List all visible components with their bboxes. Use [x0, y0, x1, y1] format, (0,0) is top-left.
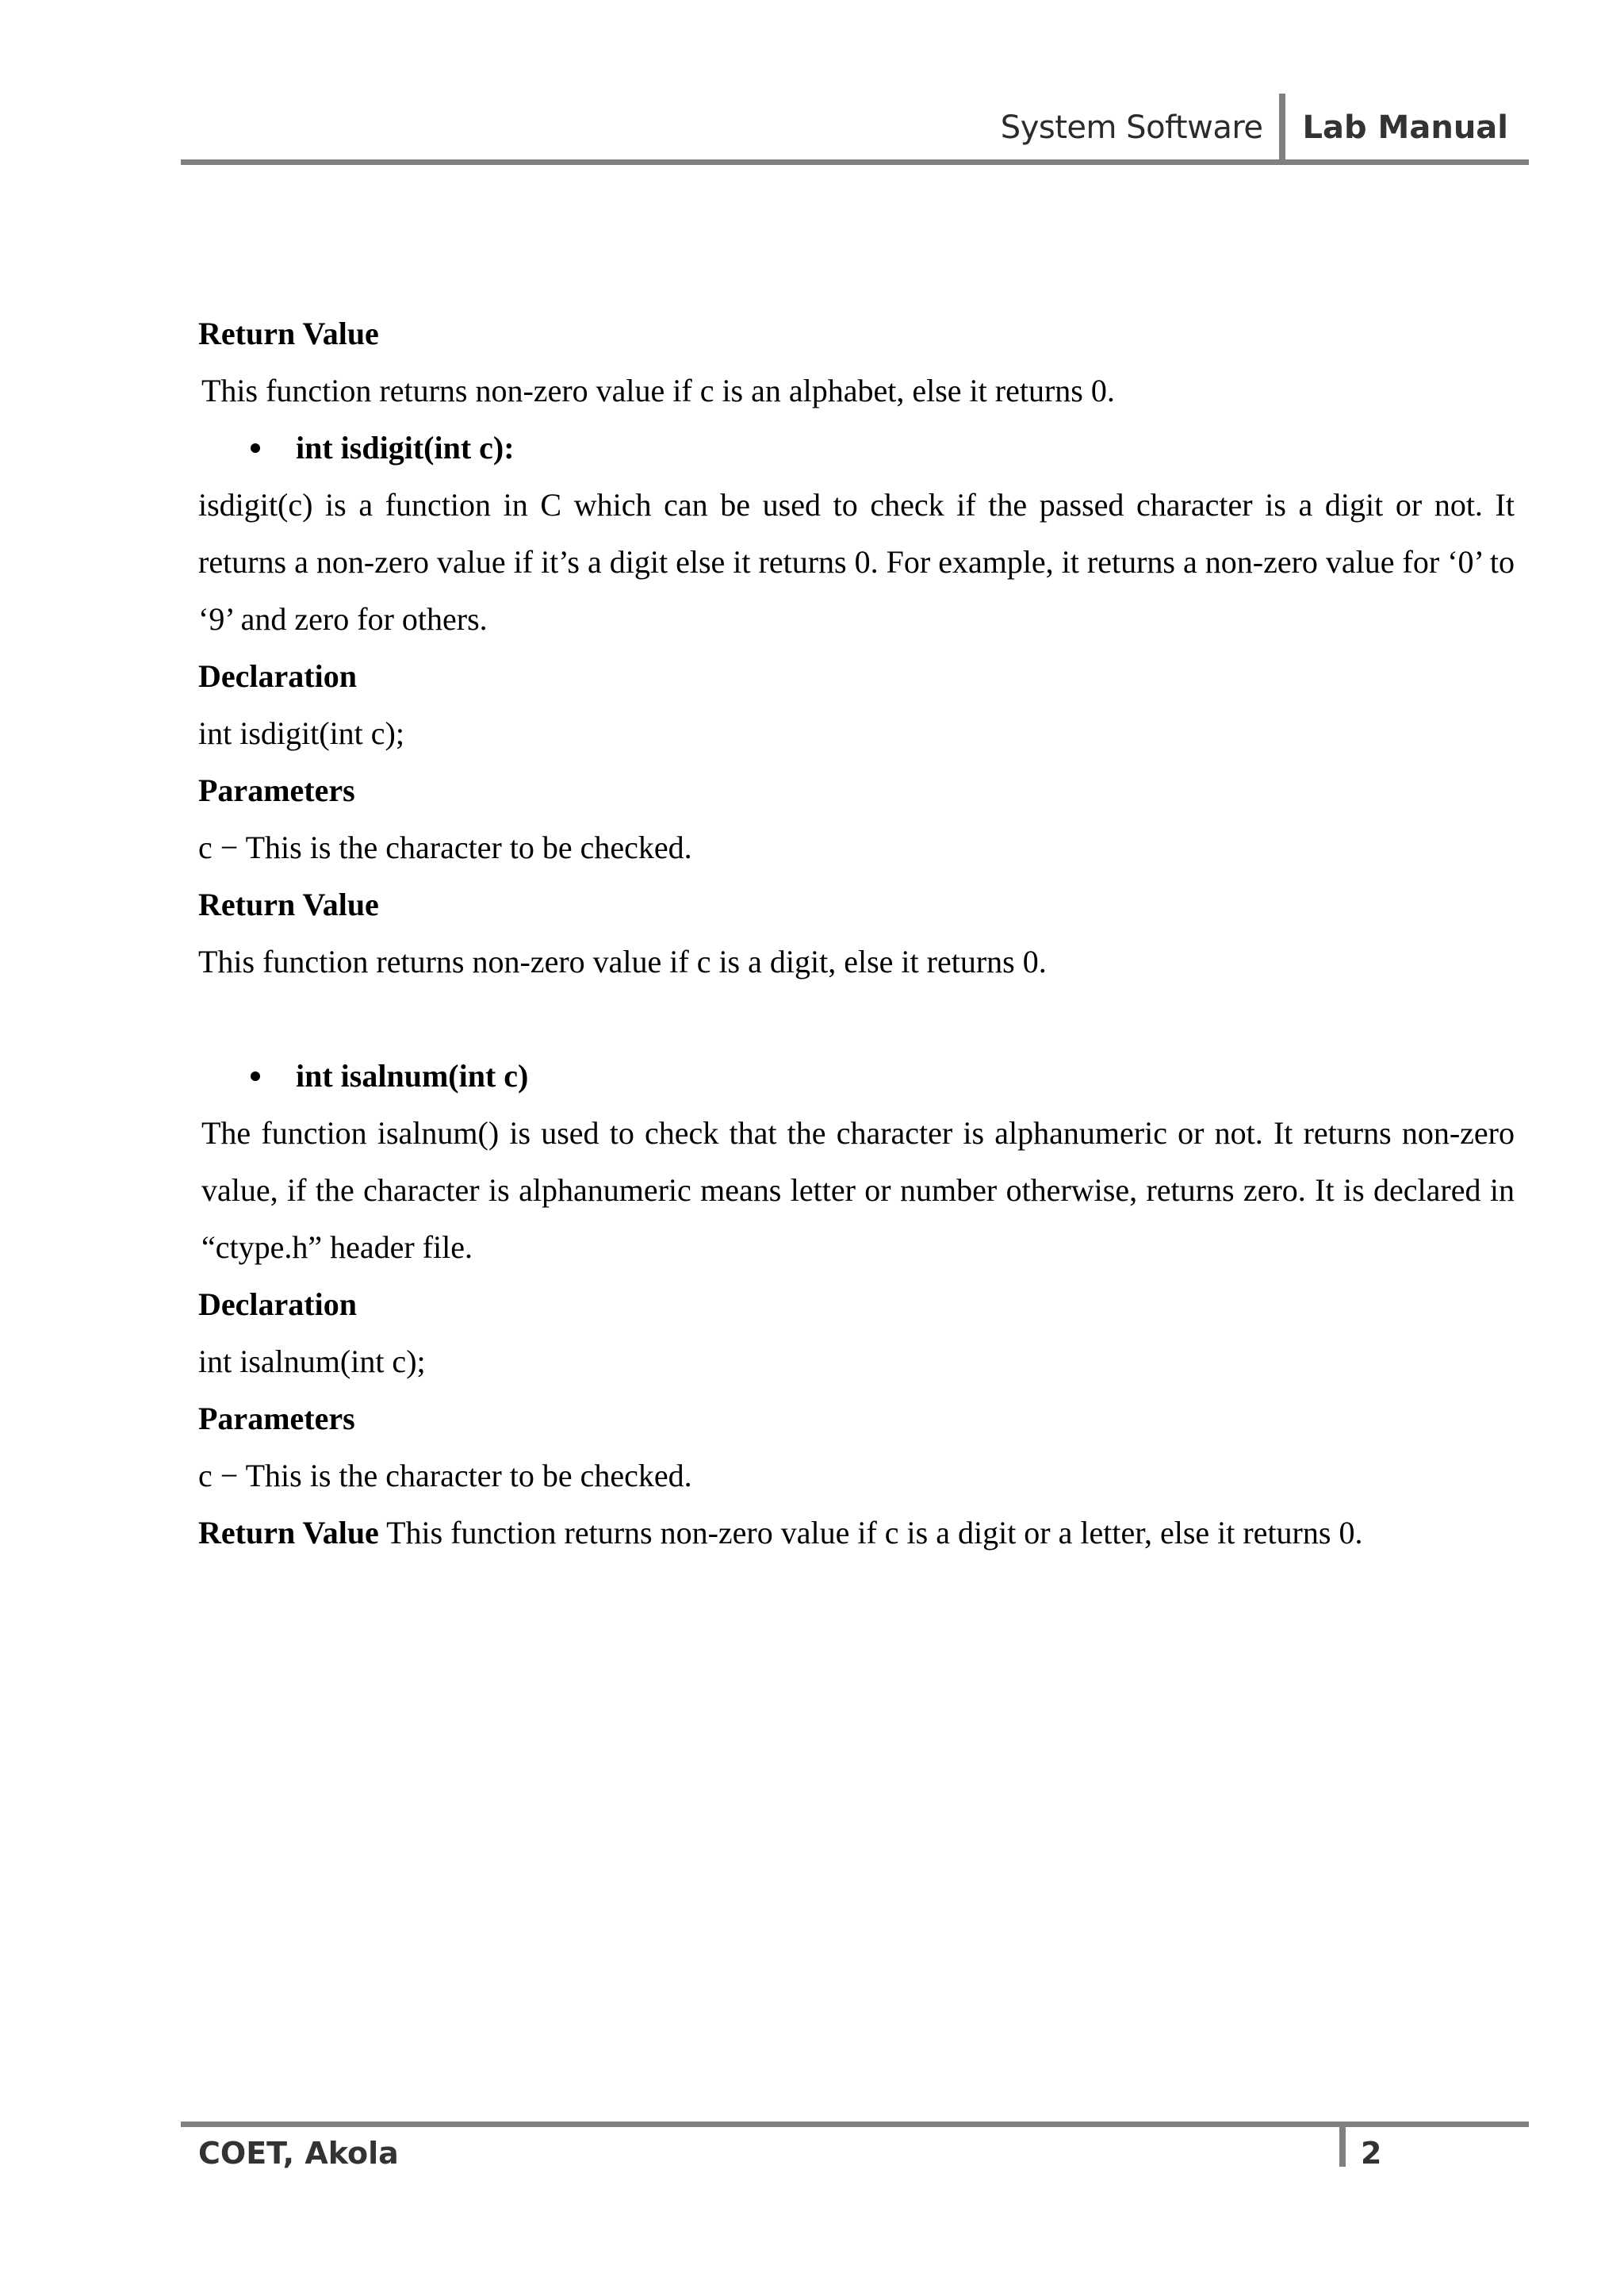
- isalnum-return-heading: Return Value: [198, 1515, 379, 1550]
- header-rule: [181, 159, 1529, 165]
- isalnum-description: The function isalnum() is used to check that the character is alphanumeric or not. It returns non-zero value, if the character is alphanumeric means letter or number otherwise, returns zero. It is declared in “ctype.h” header file.: [201, 1115, 1515, 1265]
- isalnum-declaration-code: int isalnum(int c);: [198, 1343, 426, 1379]
- bullet-dot-icon: [251, 1071, 260, 1081]
- page-content: [198, 305, 1515, 1562]
- header-subject: System Software: [1000, 109, 1263, 146]
- return-value-heading: Return Value: [198, 316, 379, 351]
- isdigit-bullet: [198, 420, 1515, 477]
- isdigit-return-text: This function returns non-zero value if c is a digit, else it returns 0.: [198, 944, 1047, 979]
- section-gap: [198, 991, 1515, 1048]
- footer-institution: COET, Akola: [198, 2136, 399, 2171]
- isdigit-description: isdigit(c) is a function in C which can be used to check if the passed character is a digit or not. It returns a non-zero value if it’s a digit else it returns 0. For example, it returns a non-zero value for ‘0’ to ‘9’ and zero for others.: [198, 487, 1515, 637]
- isdigit-parameters-heading: Parameters: [198, 772, 355, 808]
- isalnum-return-text: This function returns non-zero value if c is a digit or a letter, else it returns 0.: [378, 1515, 1363, 1550]
- isdigit-return-heading: Return Value: [198, 887, 379, 922]
- header-label: Lab Manual: [1302, 109, 1508, 146]
- header-separator: [1279, 94, 1285, 162]
- bullet-dot-icon: [251, 443, 260, 453]
- isalnum-parameters-text: c − This is the character to be checked.: [198, 1458, 692, 1493]
- isalnum-bullet-title: int isalnum(int c): [296, 1058, 529, 1094]
- footer-separator: [1339, 2127, 1346, 2167]
- return-value-text: This function returns non-zero value if c is an alphabet, else it returns 0.: [201, 373, 1115, 408]
- isdigit-declaration-code: int isdigit(int c);: [198, 715, 404, 751]
- header-text: [1001, 94, 1529, 162]
- page-header: [181, 94, 1529, 165]
- isdigit-bullet-title: int isdigit(int c):: [296, 430, 515, 466]
- footer-rule: [181, 2122, 1529, 2127]
- isalnum-return-line: [198, 1504, 1515, 1562]
- isalnum-bullet: [198, 1048, 1515, 1105]
- isdigit-declaration-heading: Declaration: [198, 658, 357, 694]
- page-footer: [181, 2122, 1529, 2185]
- isdigit-parameters-text: c − This is the character to be checked.: [198, 830, 692, 865]
- isalnum-declaration-heading: Declaration: [198, 1286, 357, 1322]
- page-number: 2: [1361, 2136, 1382, 2171]
- isalnum-parameters-heading: Parameters: [198, 1401, 355, 1436]
